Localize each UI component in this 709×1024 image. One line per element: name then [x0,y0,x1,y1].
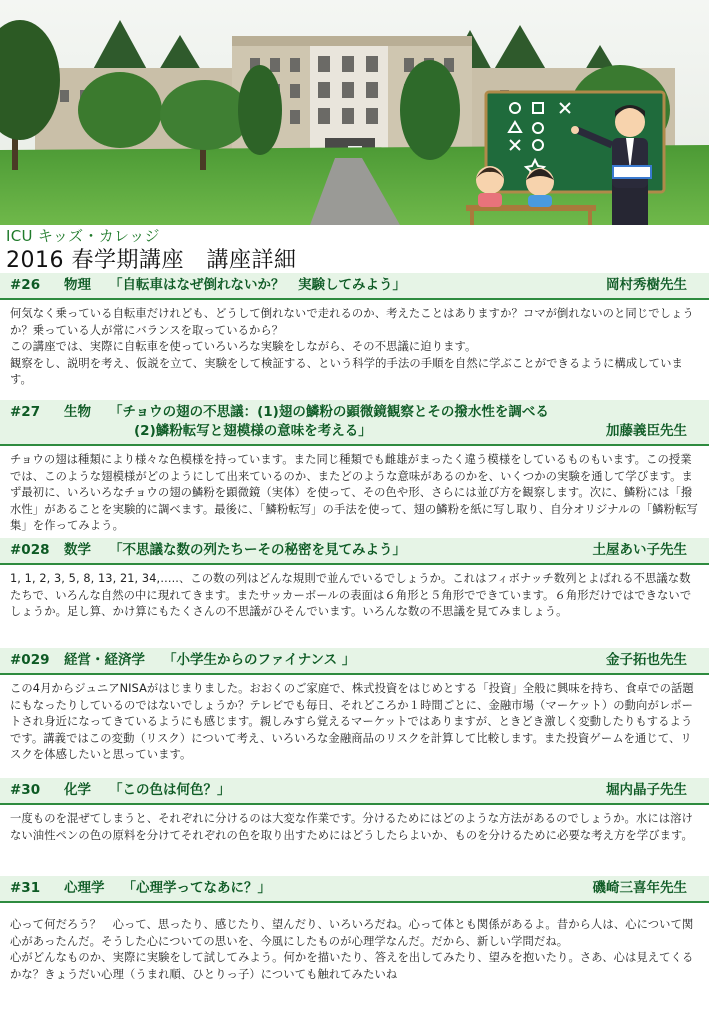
course-header [0,400,709,446]
course-28 [0,538,709,621]
course-header [0,876,709,903]
program-subtitle: ICU キッズ・カレッジ [6,227,160,245]
course-subject: 心理学 [64,880,105,896]
course-instructor: 加藤義臣先生 [606,423,687,439]
course-number: #27 [10,404,41,420]
course-description: この4月からジュニアNISAがはじまりました。おおくのご家庭で、株式投資をはじめとする「投資」全般に興味を持ち、食卓での話題にもなったりしているのではないでしょうか？テレビでも毎日、それどころか１時間ごとに、金融市場（マーケット）の動向がレポートされ身近になってきているようにも感じます。親しみすら覚えるマーケットではありますが、ときどき激しく変動したりもするようです。講義ではこの変動（リスク）について考え、いろいろな金融商品のリスクを計算して比較します。また投資ゲームを通じて、リスクを体感したいと思っています。 [10,682,694,762]
course-instructor: 土屋あい子先生 [592,542,687,558]
course-description: 何気なく乗っている自転車だけれども、どうして倒れないで走れるのか、考えたことはありますか？コマが倒れないのと同じでしょうか？乗っている人が常にバランスを取っているから？ この講座では、実際に自転車を使っていろいろな実験をしながら、その不思議に迫ります。 観察をし、説明を考え、仮説を立て、実験をして検証する、という科学的手法の手順を自然に学ぶことができるように構成しています。 [10,307,694,387]
course-26 [0,273,709,389]
course-30 [0,778,709,844]
course-number: #029 [10,652,50,668]
course-header [0,538,709,565]
course-number: #028 [10,542,50,558]
course-subject: 経営・経済学 [64,652,145,668]
course-31 [0,876,709,983]
course-subject: 化学 [64,782,91,798]
course-header [0,273,709,300]
course-instructor: 磯崎三喜年先生 [592,880,687,896]
course-instructor: 岡村秀樹先生 [606,277,687,293]
course-title: 「この色は何色？」 [109,782,231,798]
course-title: 「チョウの翅の不思議：(1)翅の鱗粉の顕微鏡観察とその撥水性を調べる [109,404,549,420]
course-29 [0,648,709,764]
course-description: 一度ものを混ぜてしまうと、それぞれに分けるのは大変な作業です。分けるためにはどのような方法があるのでしょうか。水には溶けない油性ペンの色の原料を分けてそれぞれの色を取り出すためにはどうしたらよいか、ものを分けるために必要な考え方を学びます。 [10,812,693,842]
course-subject: 生物 [64,404,91,420]
course-title: 「不思議な数の列たちーその秘密を見てみよう」 [109,542,406,558]
course-instructor: 堀内晶子先生 [606,782,687,798]
course-subject: 数学 [64,542,91,558]
page-title: 2016 春学期講座 講座詳細 [6,248,297,273]
course-header [0,778,709,805]
course-header [0,648,709,675]
course-instructor: 金子拓也先生 [606,652,687,668]
course-number: #30 [10,782,41,798]
course-title: 「心理学ってなあに？」 [122,880,271,896]
course-title-line2: (2)鱗粉転写と翅模様の意味を考える」 [134,423,372,439]
course-title: 「自転車はなぜ倒れないか？ 実験してみよう」 [109,277,406,293]
course-description: 1, 1, 2, 3, 5, 8, 13, 21, 34,…..、この数の列はどんな規則で並んでいるでしょうか。これはフィボナッチ数列とよばれる不思議な数たちで、いろんな自然の中に現れてきます。またサッカーボールの表面は６角形と５角形でできています。６角形だけではできないでしょうか。足し算、かけ算にもたくさんの不思議がひそんでいます。いろんな数の不思議を見てみましょう。 [10,572,692,619]
course-title: 「小学生からのファイナンス 」 [163,652,356,668]
course-number: #26 [10,277,41,293]
course-subject: 物理 [64,277,91,293]
course-description: 心って何だろう？ 心って、思ったり、感じたり、望んだり、いろいろだね。心って体とも関係があるよ。昔から人は、心について関心があったんだ。そうした心についての思いを、今風にしたものが心理学なんだ。だから、新しい学問だね。 心がどんなものか、実際に実験をして試してみよう。何かを描いたり、答えを出してみたり、望みを抱いたり。さあ、心は見えてくるかな？きょうだい心理（うまれ順、ひとりっ子）についても触れてみたいね [10,918,694,981]
course-number: #31 [10,880,41,896]
course-description: チョウの翅は種類により様々な色模様を持っています。また同じ種類でも雌雄がまったく違う模様をしているものもいます。この授業では、このような翅模様がどのようにして出来ているのか、またどのような意味があるのかを、いくつかの実験を通して学びます。まず最初に、いろいろなチョウの翅の鱗粉を顕微鏡（実体）を使って、その色や形、さらには並び方を観察します。次に、鱗粉には「撥水性」があることを実験的に調べます。最後に、「鱗粉転写」の手法を使って、翅の鱗粉を紙に写し取り、自分オリジナルの「鱗粉転写集」を作ってみよう。 [10,453,698,533]
course-27 [0,400,709,535]
campus-photo [0,0,709,225]
